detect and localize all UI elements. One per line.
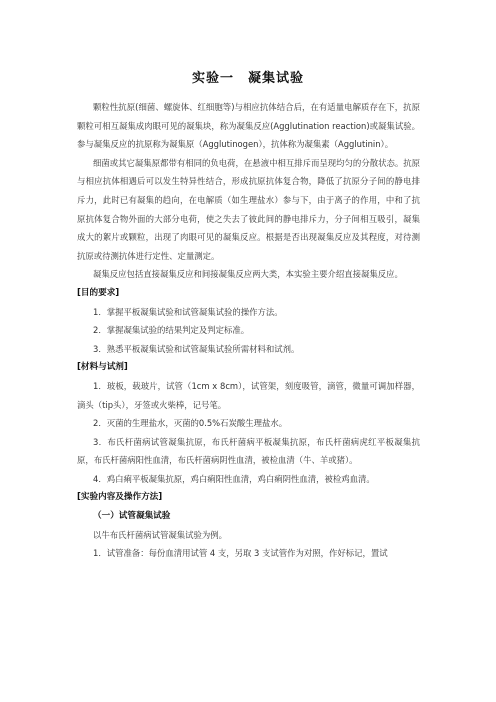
procedure-heading: [实验内容及操作方法] <box>77 492 163 503</box>
objective-item: 1．掌握平板凝集试验和试管凝集试验的操作方法。 <box>93 306 283 317</box>
material-item: 3．布氏杆菌病试管凝集抗原，布氏杆菌病平板凝集抗原，布氏杆菌病虎红平板凝集抗原，布氏杆菌病阳性血清，布氏杆菌病阴性血清，被检血清（牛、羊或猪）。 <box>77 436 420 466</box>
intro-paragraph-1: 颗粒性抗原(细菌、螺旋体、红细胞等)与相应抗体结合后，在有适量电解质存在下，抗原颗粒可相互凝集成肉眼可见的凝集块，称为凝集反应(Agglutination reaction)或凝集试验。参与凝集反应的抗原称为凝集原（Agglutinogen），抗体称为凝集素（Agglutinin）。 <box>77 102 420 150</box>
materials-heading: [材料与试剂] <box>77 362 128 373</box>
procedure-item: 以牛布氏杆菌病试管凝集试验为例。 <box>93 529 227 540</box>
intro-paragraph-2: 细菌或其它凝集原都带有相同的负电荷，在悬液中相互排斥而呈现均匀的分散状态。抗原与相应抗体相遇后可以发生特异性结合，形成抗原抗体复合物，降低了抗原分子间的静电排斥力，此时已有凝集的趋向，在电解质（如生理盐水）参与下，由于离子的作用，中和了抗原抗体复合物外面的大部分电荷，使之失去了彼此间的静电排斥力，分子间相互吸引，凝集成大的絮片或颗粒，出现了肉眼可见的凝集反应。根据是否出现凝集反应及其程度，对待测抗原或待测抗体进行定性、定量测定。 <box>77 157 420 261</box>
material-item: 2．灭菌的生理盐水，灭菌的0.5%石炭酸生理盐水。 <box>93 418 288 429</box>
objective-item: 2．掌握凝集试验的结果判定及判定标准。 <box>93 325 250 336</box>
objective-item: 3．熟悉平板凝集试验和试管凝集试验所需材料和试剂。 <box>93 343 300 354</box>
procedure-subheading: （一）试管凝集试验 <box>93 511 171 522</box>
intro-paragraph-3: 凝集反应包括直接凝集反应和间接凝集反应两大类，本实验主要介绍直接凝集反应。 <box>93 269 403 280</box>
objectives-heading: [目的要求] <box>77 287 120 298</box>
document-body <box>77 98 420 563</box>
page-title: 实验一 凝集试验 <box>191 71 304 86</box>
procedure-item: 1．试管准备：每份血清用试管 4 支，另取 3 支试管作为对照，作好标记，置试 <box>93 548 388 559</box>
material-item: 4．鸡白痢平板凝集抗原，鸡白痢阳性血清，鸡白痢阴性血清，被检鸡血清。 <box>93 473 375 484</box>
material-item: 1．玻板，载玻片，试管（1cm x 8cm），试管架，刻度吸管，滴管，微量可调加样器，滴头（tip头），牙签或火柴棒，记号笔。 <box>77 380 420 410</box>
